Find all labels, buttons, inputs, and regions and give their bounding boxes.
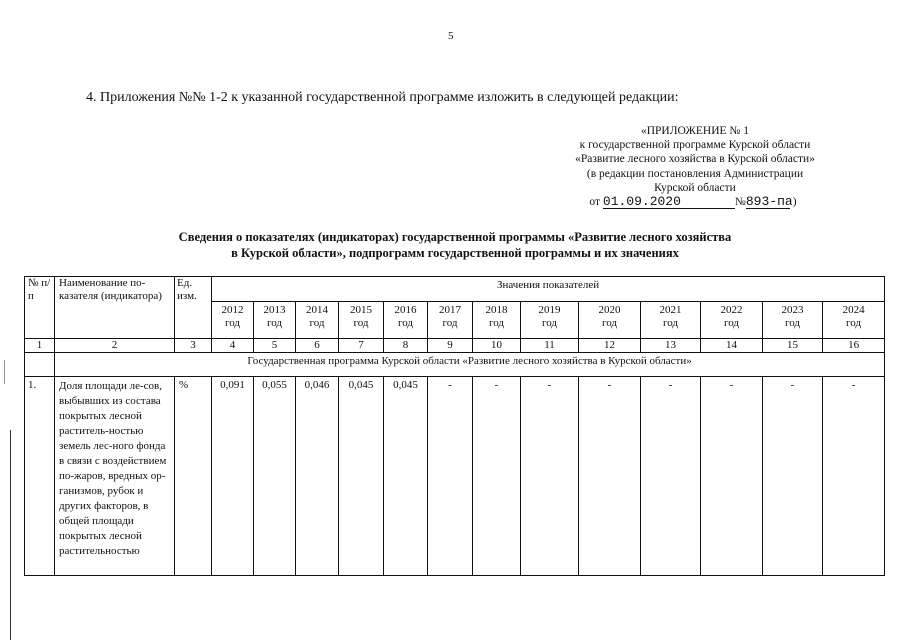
year-label: 2012 — [221, 304, 244, 316]
year-suffix: год — [784, 317, 801, 329]
indicator-value: - — [521, 377, 579, 576]
year-suffix: год — [397, 317, 414, 329]
year-suffix: год — [224, 317, 241, 329]
year-header-cell — [384, 302, 428, 339]
title-line: в Курской области», подпрограмм государственной программы и их значениях — [231, 246, 679, 260]
header-cell-unit: Ед. изм. — [175, 277, 212, 339]
column-index-cell: 5 — [254, 339, 296, 353]
year-suffix: год — [601, 317, 618, 329]
year-suffix: год — [846, 317, 862, 329]
indicator-value: - — [641, 377, 701, 576]
year-header-cell — [823, 302, 885, 339]
header-cell-values: Значения показателей — [212, 277, 885, 302]
appendix-line: к государственной программе Курской области — [579, 139, 811, 152]
appendix-line: (в редакции постановления Администрации — [586, 167, 804, 180]
year-header-cell — [339, 302, 384, 339]
year-header-cell — [763, 302, 823, 339]
year-suffix: год — [662, 317, 679, 329]
header-cell-name: Наименование по-казателя (индикатора) — [55, 277, 175, 339]
year-header-cell — [579, 302, 641, 339]
scan-margin-mark — [4, 360, 5, 384]
year-label: 2022 — [720, 304, 743, 316]
year-suffix: год — [309, 317, 325, 329]
appendix-header — [545, 124, 845, 209]
year-suffix: год — [442, 317, 458, 329]
year-header-cell — [254, 302, 296, 339]
indicator-value: 0,045 — [339, 377, 384, 576]
indicator-value: - — [428, 377, 473, 576]
table-row — [25, 377, 885, 576]
column-index-cell: 11 — [521, 339, 579, 353]
year-label: 2013 — [263, 304, 286, 316]
number-label: № — [734, 196, 746, 209]
year-header-cell — [428, 302, 473, 339]
indicator-value: - — [763, 377, 823, 576]
year-suffix: год — [541, 317, 558, 329]
year-header-cell — [521, 302, 579, 339]
year-label: 2016 — [394, 304, 417, 316]
year-header-cell — [212, 302, 254, 339]
year-suffix: год — [488, 317, 505, 329]
column-index-cell: 15 — [763, 339, 823, 353]
scan-margin-line — [10, 430, 11, 640]
column-index-cell: 16 — [823, 339, 885, 353]
year-header-cell — [641, 302, 701, 339]
header-row — [25, 277, 885, 302]
closing-paren: ) — [792, 196, 797, 209]
column-index-cell: 3 — [175, 339, 212, 353]
indicator-value: 0,046 — [296, 377, 339, 576]
year-header-cell — [701, 302, 763, 339]
column-index-cell: 12 — [579, 339, 641, 353]
resolution-date: 01.09.2020 — [603, 196, 735, 209]
appendix-date-line — [541, 195, 845, 209]
column-index-cell: 2 — [55, 339, 175, 353]
indicator-name: Доля площади ле-сов, выбывших из состава покрытых лесной раститель-ностью земель лес-ного фонда в связи с воздействием по-жаров, вредных ор-ганизмов, рубок и других факторов, в общей площади покрытых лесной растительностью — [55, 377, 175, 576]
resolution-number: 893-па — [745, 194, 793, 210]
column-index-cell: 14 — [701, 339, 763, 353]
column-index-cell: 8 — [384, 339, 428, 353]
row-number: 1. — [25, 377, 55, 576]
section-empty-cell — [25, 353, 55, 377]
indicator-value: - — [823, 377, 885, 576]
indicator-value: - — [473, 377, 521, 576]
header-cell-num: № п/п — [25, 277, 55, 339]
year-header-cell — [473, 302, 521, 339]
year-label: 2020 — [598, 304, 621, 316]
year-label: 2024 — [842, 304, 865, 316]
year-suffix: год — [723, 317, 740, 329]
year-header-cell — [296, 302, 339, 339]
column-index-cell: 7 — [339, 339, 384, 353]
indicator-value: - — [579, 377, 641, 576]
year-suffix: год — [353, 317, 369, 329]
indicator-value: 0,055 — [254, 377, 296, 576]
year-label: 2021 — [659, 304, 682, 316]
indicator-value: 0,091 — [212, 377, 254, 576]
column-index-row — [25, 339, 885, 353]
section-title: Государственная программа Курской области «Развитие лесного хозяйства в Курской области» — [55, 353, 885, 377]
section-row — [25, 353, 885, 377]
year-label: 2018 — [485, 304, 508, 316]
from-label: от — [589, 196, 601, 209]
column-index-cell: 4 — [212, 339, 254, 353]
appendix-line: Курской области — [654, 181, 736, 194]
intro-paragraph: 4. Приложения №№ 1-2 к указанной государственной программе изложить в следующей редакции: — [86, 90, 679, 105]
column-index-cell: 6 — [296, 339, 339, 353]
year-label: 2017 — [439, 304, 461, 316]
year-suffix: год — [266, 317, 283, 329]
document-title — [100, 229, 810, 261]
indicator-value: 0,045 — [384, 377, 428, 576]
appendix-title: «ПРИЛОЖЕНИЕ № 1 — [640, 125, 749, 137]
title-line: Сведения о показателях (индикаторах) государственной программы «Развитие лесного хозяйства — [178, 230, 732, 244]
column-index-cell: 13 — [641, 339, 701, 353]
column-index-cell: 10 — [473, 339, 521, 353]
indicators-table — [24, 276, 885, 576]
year-label: 2023 — [781, 304, 804, 316]
indicator-value: - — [701, 377, 763, 576]
year-label: 2019 — [538, 304, 561, 316]
indicator-unit: % — [175, 377, 212, 576]
column-index-cell: 9 — [428, 339, 473, 353]
year-label: 2015 — [350, 304, 372, 316]
column-index-cell: 1 — [25, 339, 55, 353]
page-number: 5 — [448, 30, 454, 42]
year-label: 2014 — [306, 304, 328, 316]
appendix-line: «Развитие лесного хозяйства в Курской области» — [575, 153, 815, 166]
